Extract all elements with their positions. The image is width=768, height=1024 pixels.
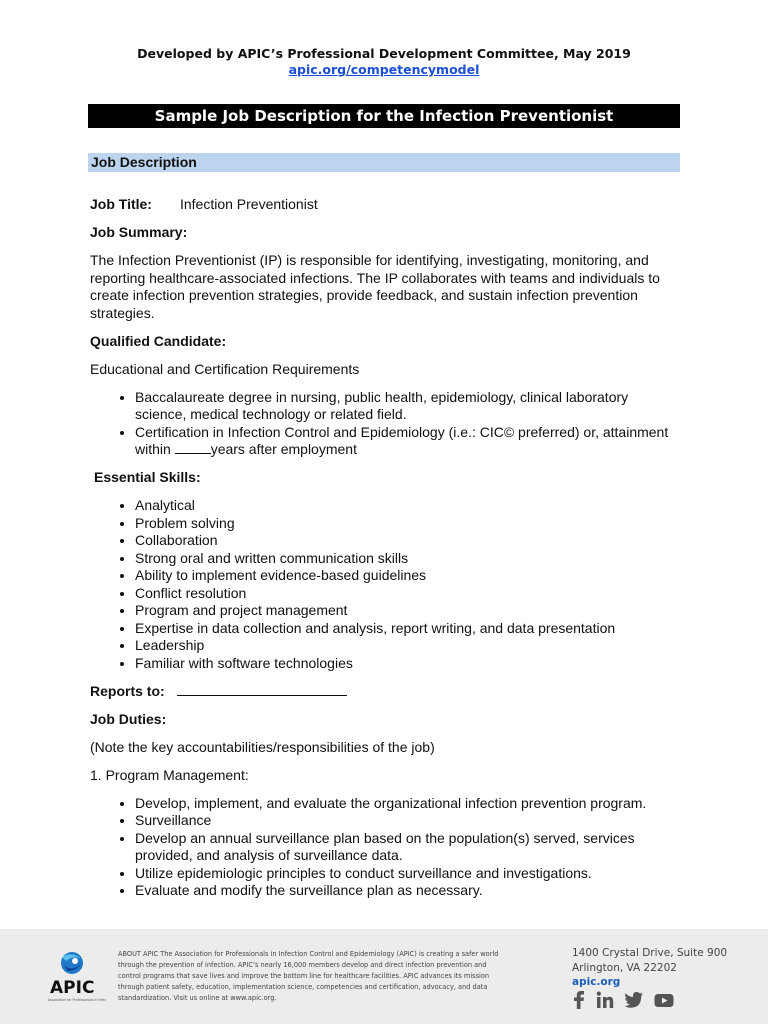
document-header xyxy=(0,46,768,78)
social-links xyxy=(572,991,674,1009)
qualification-list xyxy=(90,389,680,459)
document-body xyxy=(90,196,680,910)
job-title-value: Infection Preventionist xyxy=(179,196,318,212)
section-heading: Job Description xyxy=(88,153,680,172)
job-duties-list xyxy=(90,795,680,900)
list-item: • Develop an annual surveillance plan based on the population(s) served, services provided, and analysis of surveillance data. xyxy=(135,830,680,865)
list-item: • Conflict resolution xyxy=(135,585,680,603)
job-title-label: Job Title: xyxy=(90,196,152,212)
list-item: • Utilize epidemiologic principles to conduct surveillance and investigations. xyxy=(135,865,680,883)
logo-tagline: Association for Professionals in Infe xyxy=(48,998,105,1002)
page-footer xyxy=(0,929,768,1024)
reports-to-label: Reports to: xyxy=(90,682,165,699)
list-item: • Develop, implement, and evaluate the organizational infection prevention program. xyxy=(135,795,680,813)
competency-link[interactable]: apic.org/competencymodel xyxy=(288,62,480,77)
logo-text: APIC xyxy=(50,978,95,998)
qualified-subheading: Educational and Certification Requirements xyxy=(90,360,360,377)
youtube-icon[interactable] xyxy=(654,991,674,1009)
apic-logo xyxy=(46,949,106,1013)
job-duties-label: Job Duties: xyxy=(90,710,167,727)
twitter-icon[interactable] xyxy=(624,991,644,1009)
essential-skills-label: Essential Skills: xyxy=(94,469,201,485)
facebook-icon[interactable] xyxy=(572,991,586,1009)
job-summary-text: The Infection Preventionist (IP) is responsible for identifying, investigating, monitoring, and reporting healthcare-associated infections. The IP collaborates with teams and individuals to create infection prevention strategies, provide feedback, and sustain infection prevention strategies. xyxy=(90,252,660,321)
certification-text: Certification in Infection Control and Epidemiology (i.e.: CIC© preferred) or, attainment within xyxy=(135,423,669,457)
qualified-candidate-label: Qualified Candidate: xyxy=(90,332,227,349)
list-item xyxy=(135,424,680,459)
address-line-2: Arlington, VA 22202 xyxy=(572,961,677,974)
job-duties-note: (Note the key accountabilities/responsibilities of the job) xyxy=(90,738,435,755)
job-title-row xyxy=(90,196,680,214)
list-item: • Analytical xyxy=(135,497,680,515)
linkedin-icon[interactable] xyxy=(596,991,614,1009)
list-item: • Expertise in data collection and analysis, report writing, and data presentation xyxy=(135,620,680,638)
document-title: Sample Job Description for the Infection Preventionist xyxy=(88,104,680,128)
essential-skills-list xyxy=(90,497,680,672)
program-management-heading: 1. Program Management: xyxy=(90,766,249,783)
committee-line: Developed by APIC’s Professional Development Committee, May 2019 xyxy=(137,46,631,61)
list-item: • Collaboration xyxy=(135,532,680,550)
website-link[interactable]: apic.org xyxy=(572,976,621,988)
reports-to-blank xyxy=(177,683,347,696)
list-item: • Baccalaureate degree in nursing, public health, epidemiology, clinical laboratory science, medical technology or related field. xyxy=(135,389,680,424)
list-item: • Evaluate and modify the surveillance plan as necessary. xyxy=(135,882,680,900)
years-blank xyxy=(175,441,211,454)
contact-block xyxy=(572,946,727,990)
list-item: • Strong oral and written communication skills xyxy=(135,550,680,568)
apic-logo-icon xyxy=(46,949,106,1013)
list-item: • Familiar with software technologies xyxy=(135,655,680,673)
reports-to-row xyxy=(90,683,680,701)
job-summary-label: Job Summary: xyxy=(90,224,188,240)
list-item: • Program and project management xyxy=(135,602,680,620)
certification-suffix: years after employment xyxy=(210,441,357,457)
list-item: • Problem solving xyxy=(135,515,680,533)
list-item: • Ability to implement evidence-based guidelines xyxy=(135,567,680,585)
list-item: • Leadership xyxy=(135,637,680,655)
address-line-1: 1400 Crystal Drive, Suite 900 xyxy=(572,947,728,959)
list-item: • Surveillance xyxy=(135,812,680,830)
about-apic-text: ABOUT APIC The Association for Professionals in Infection Control and Epidemiology (APIC) is creating a safer world through the prevention of infection. APIC’s nearly 16,000 members develop and direct infection prevention and control programs that save lives and improve the bottom line for healthcare facilities. APIC advances its mission through patient safety, education, implementation science, competencies and certification, advocacy, and data standardization. Visit us online at www.apic.org. xyxy=(118,950,499,1002)
